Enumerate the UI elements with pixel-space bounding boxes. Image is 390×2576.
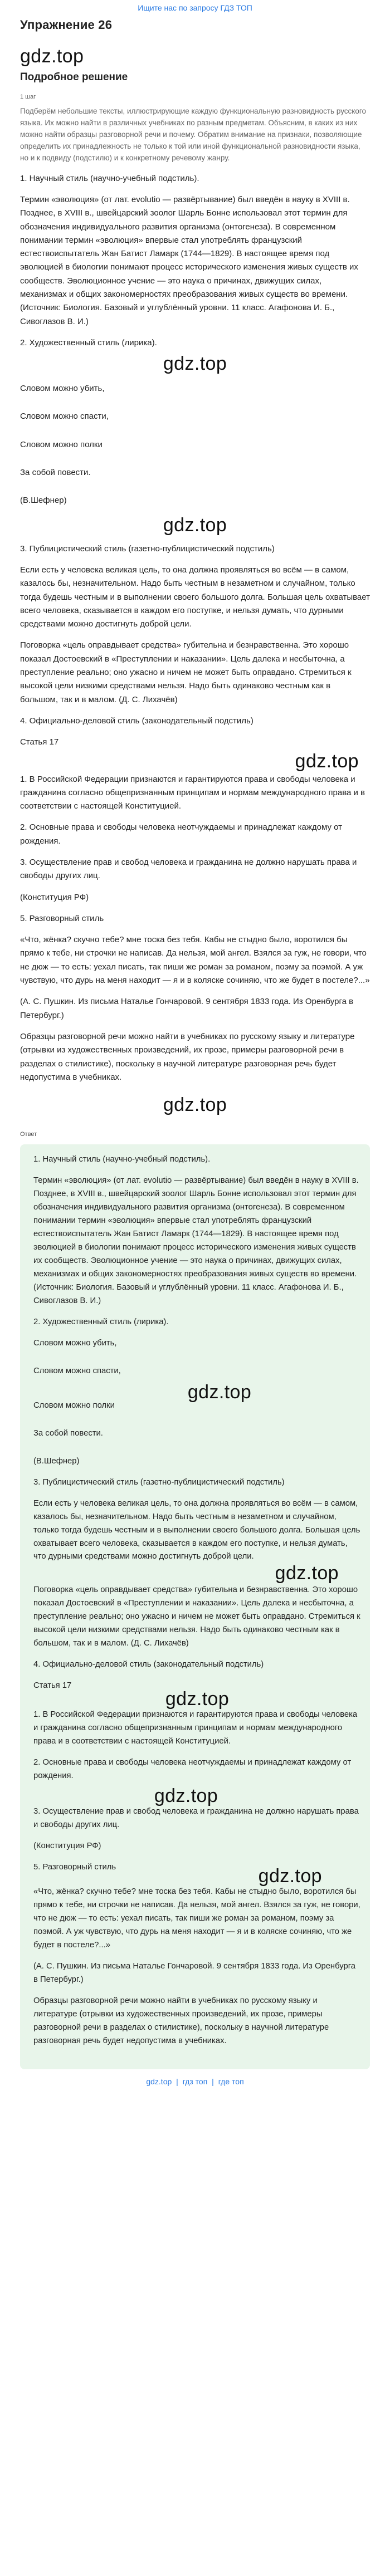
watermark: gdz.top [163,1094,227,1116]
footer-link[interactable]: гдз топ [182,2077,208,2086]
section5-paragraph: «Что, жёнка? скучно тебе? мне тоска без тебя. Кабы не стыдно было, воротился бы прямо к тебе, ни строчки не написав. Да нельзя, мой ангел. Взялся за гуж, не говори, что не дюж — то есть: уехал писать, так пиши же роман за романом, поэму за поэмой. А уж чувствую, что дурь на меня находит — я и в коляске сочиняю, что же будет в постеле?...» [20,935,370,986]
task-text: Подберём небольшие тексты, иллюстрирующие каждую функциональную разновидность русского языка. Их можно найти в различных учебниках по разным предметам. Объясним, в каких из них можно найти образцы разговорной речи и почему. Обратим внимание на признаки, позволяющие определить их принадлежность не только к той или иной функциональной разновидности языка, но и к подвиду (подстилю) и к конкретному речевому жанру. [20,107,366,162]
watermark: gdz.top [258,1865,322,1887]
answer-s5-paragraph: (А. С. Пушкин. Из письма Наталье Гончаровой. 9 сентября 1833 года. Из Оренбурга в Петербург.) [33,1961,356,1984]
poem-line: За собой повести. [33,1428,103,1438]
article-number: Статья 17 [20,737,59,747]
step-label: 1 шаг [20,94,36,100]
answer-s5-paragraph: «Что, жёнка? скучно тебе? мне тоска без тебя. Кабы не стыдно было, воротился бы прямо к тебе, ни строчки не написав. Да нельзя, мой ангел. Взялся за гуж, не говори, что не дюж — то есть: уехал писать, так пиши же роман за романом, поэму за поэмой. А уж чувствую, что дурь на меня находит — я и в коляске сочиняю, что же будет в постеле?...» [33,1887,360,1950]
footer-separator: | [212,2077,214,2086]
search-hint-link[interactable]: Ищите нас по запросу ГДЗ ТОП [138,3,252,12]
answer-s3-paragraph: Если есть у человека великая цель, то она должна проявляться во всём — в самом, казалось бы, незначительном. Надо быть честным в незаметном и случайном, только тогда будешь честным и в выполнении своего большого долга. Большая цель охватывает всего человека, сказывается в каждом его поступке, и нельзя думать, что дурными средствами можно достигнуть доброй цели. [33,1498,360,1561]
poem-line: Словом можно убить, [20,384,105,394]
watermark: gdz.top [163,514,227,536]
answer-s4-paragraph: 3. Осуществление прав и свобод человека и гражданина не должно нарушать права и свободы других лиц. [33,1807,359,1830]
poem-line: За собой повести. [20,468,91,478]
poem-line: Словом можно спасти, [33,1366,121,1375]
section1-text: Термин «эволюция» (от лат. evolutio — развёртывание) был введён в науку в XVIII в. Позднее, в XVIII в., швейцарский зоолог Шарль Бонне использовал этот термин для обозначения индивидуального развития организма (онтогенеза). В современном понимании термин «эволюция» впервые стал употреблять французский естествоиспытатель Жан Батист Ламарк (1744—1829). В настоящее время под эволюцией в биологии понимают процесс исторического изменения живых существ их сообществ. Эволюционное учение — это наука о причинах, движущих силах, механизмах и общих закономерностях преобразования живых существ во времени. (Источник: Биология. Базовый и углублённый уровни. 11 класс. Агафонова И. Б., Сивоглазов В. И.) [20,194,358,326]
answer-s4-heading: 4. Официально-деловой стиль (законодательный подстиль) [33,1660,264,1669]
answer-s3-paragraph: Поговорка «цель оправдывает средства» губительна и безнравственна. Это хорошо показал Достоевский в «Преступлении и наказании». Цель далека и несбыточна, а преступление реально; оно ужасно и ничем не может быть оправдано. Стремиться к высокой цели низкими средствами нельзя. Надо быть одинаково честным как в большом, так и в малом. (Д. С. Лихачёв) [33,1585,360,1648]
section4-source: (Конституция РФ) [20,892,89,902]
answer-poem-author: (В.Шефнер) [33,1456,80,1466]
section4-paragraph: 2. Основные права и свободы человека неотчуждаемы и принадлежат каждому от рождения. [20,822,342,846]
section5-heading: 5. Разговорный стиль [20,913,104,923]
answer-article-number: Статья 17 [33,1681,72,1691]
section5-paragraph: Образцы разговорной речи можно найти в учебниках по русскому языку и литературе (отрывки из художественных произведений, их прозе, примеры разговорной речи в разделах о стилистике), поскольку в научной литературе разговорная речь будет недопустима в учебниках. [20,1031,355,1082]
section3-paragraph: Если есть у человека великая цель, то она должна проявляться во всём — в самом, казалось бы, незначительном. Надо быть честным в незаметном и случайном, только тогда будешь честным и в выполнении своего большого долга. Большая цель охватывает всего человека, сказывается в каждом его поступке, и нельзя думать, что дурными средствами можно достигнуть доброй цели. [20,565,370,629]
section4-paragraph: 3. Осуществление прав и свобод человека и гражданина не должно нарушать права и свободы других лиц. [20,858,357,881]
footer-link[interactable]: где топ [218,2077,244,2086]
watermark: gdz.top [163,353,227,375]
solution-heading: Подробное решение [20,71,128,83]
poem-line: Словом можно полки [33,1400,115,1410]
footer-links [20,2077,370,2086]
answer-s2-heading: 2. Художественный стиль (лирика). [33,1317,169,1326]
footer-link[interactable]: gdz.top [146,2077,172,2086]
section1-heading: 1. Научный стиль (научно-учебный подстиль). [20,173,199,183]
footer-separator: | [176,2077,178,2086]
answer-s4-paragraph: 1. В Российской Федерации признаются и гарантируются права и свободы человека и гражданина согласно общепризнанным принципам и нормам международного права и в соответствии с настоящей Конституцией. [33,1710,358,1746]
answer-s4-source: (Конституция РФ) [33,1842,101,1850]
watermark: gdz.top [20,46,84,67]
poem-author: (В.Шефнер) [20,496,67,506]
top-banner [20,0,370,14]
watermark: gdz.top [275,1563,339,1584]
poem [20,382,370,479]
poem-line: Словом можно полки [20,439,103,449]
section5-paragraph: (А. С. Пушкин. Из письма Наталье Гончаровой. 9 сентября 1833 года. Из Оренбурга в Петербург.) [20,997,354,1020]
answer-box [20,1144,370,2069]
exercise-title: Упражнение 26 [20,18,113,32]
answer-s1-text: Термин «эволюция» (от лат. evolutio — развёртывание) был введён в науку в XVIII в. Позднее, в XVIII в., швейцарский зоолог Шарль Бонне использовал этот термин для обозначения индивидуального развития организма (онтогенеза). В современном понимании термин «эволюция» впервые стал употреблять французский естествоиспытатель Жан Батист Ламарк (1744—1829). В настоящее время под эволюцией в биологии понимают процесс исторического изменения живых существ их сообществ. Эволюционное учение — это наука о причинах, движущих силах, механизмах и общих закономерностях преобразования живых существ во времени. (Источник: Биология. Базовый и углублённый уровни. 11 класс. Агафонова И. Б., Сивоглазов В. И.) [33,1176,359,1305]
answer-s3-heading: 3. Публицистический стиль (газетно-публицистический подстиль) [33,1477,285,1487]
poem-line: Словом можно убить, [33,1338,117,1348]
section3-heading: 3. Публицистический стиль (газетно-публицистический подстиль) [20,543,275,554]
watermark: gdz.top [187,1381,252,1403]
answer-label: Ответ [20,1131,37,1138]
watermark: gdz.top [295,750,359,772]
answer-s4-paragraph: 2. Основные права и свободы человека неотчуждаемы и принадлежат каждому от рождения. [33,1758,352,1781]
answer-s1-heading: 1. Научный стиль (научно-учебный подстиль). [33,1155,211,1164]
section2-heading: 2. Художественный стиль (лирика). [20,337,157,347]
answer-s5-heading: 5. Разговорный стиль [33,1862,116,1872]
poem-line: Словом можно спасти, [20,412,109,422]
section3-paragraph: Поговорка «цель оправдывает средства» губительна и безнравственна. Это хорошо показал Достоевский в «Преступлении и наказании». Цель далека и несбыточна, а преступление реально; оно ужасно и ничем не может быть оправдано. Стремиться к высокой цели низкими средствами нельзя. Надо быть одинаково честным как в большом, так и в малом. (Д. С. Лихачёв) [20,640,352,704]
watermark: gdz.top [165,1688,230,1710]
watermark: gdz.top [154,1785,218,1807]
section4-heading: 4. Официально-деловой стиль (законодательный подстиль) [20,716,254,726]
answer-poem [33,1337,361,1441]
answer-s5-paragraph: Образцы разговорной речи можно найти в учебниках по русскому языку и литературе (отрывки из художественных произведений, их прозе, примеры разговорной речи в разделах о стилистике), поскольку в научной литературе разговорная речь будет недопустима в учебниках. [33,1996,329,2045]
section4-paragraph: 1. В Российской Федерации признаются и гарантируются права и свободы человека и гражданина согласно общепризнанным принципам и нормам международного права и в соответствии с настоящей Конституцией. [20,774,365,811]
